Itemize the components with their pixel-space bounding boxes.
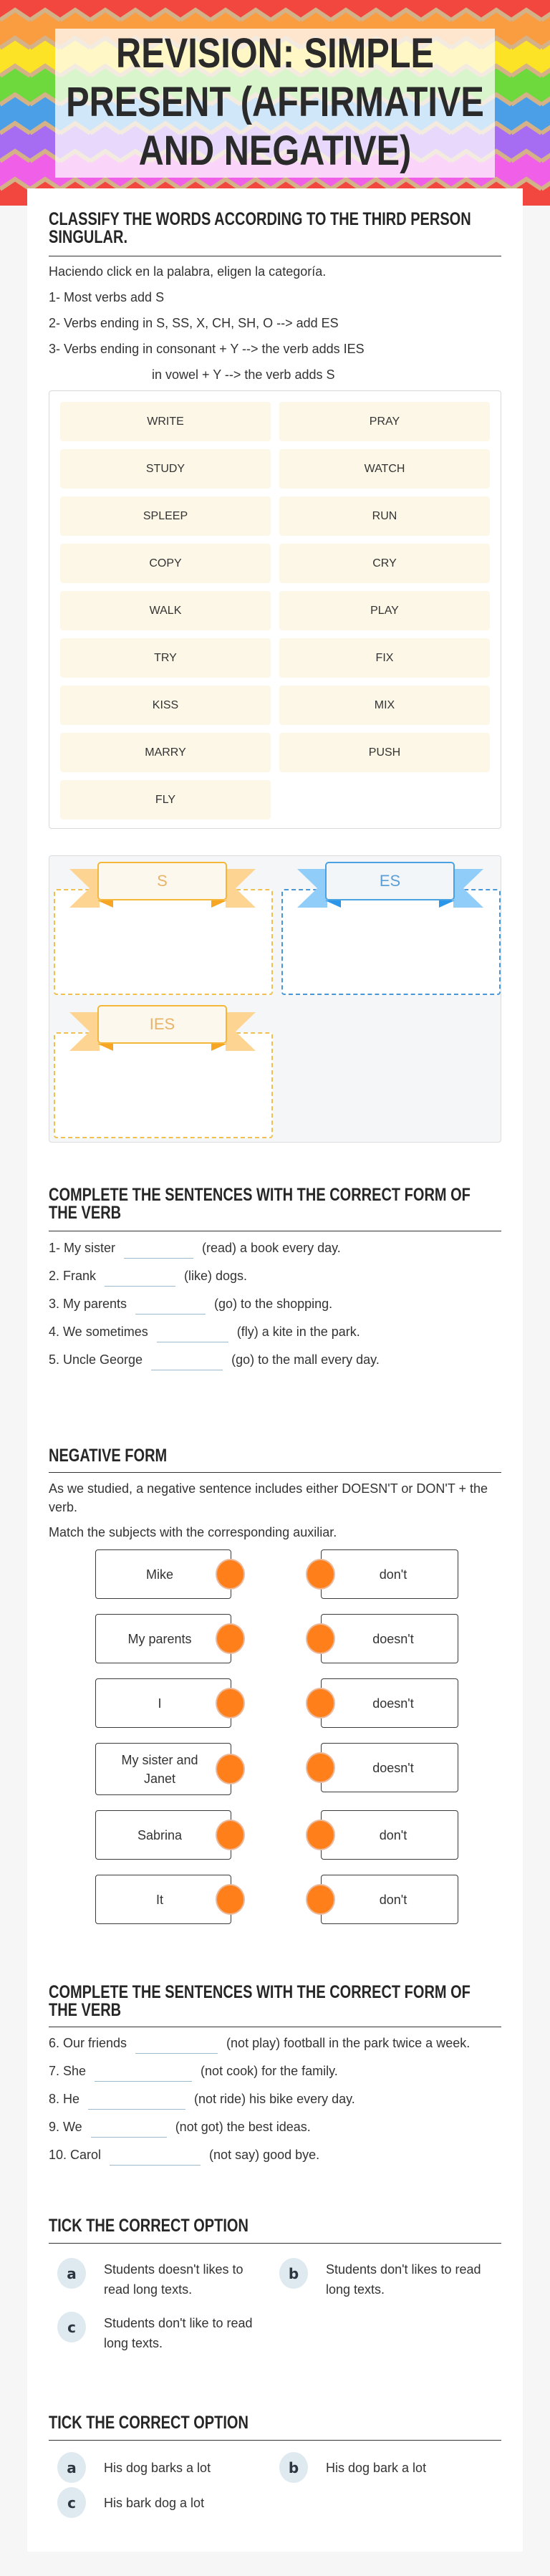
sentence-row	[49, 2113, 501, 2141]
sentence-row	[49, 2085, 501, 2113]
option-list	[49, 2258, 501, 2353]
option-text: Students doesn't likes to read long texts.	[104, 2262, 243, 2297]
sentence-prefix: 7. She	[49, 2064, 87, 2078]
sentence-prefix: 1- My sister	[49, 1241, 116, 1255]
category-area	[49, 855, 501, 1143]
sentence-row	[49, 1262, 501, 1290]
option-letter-badge: c	[57, 2487, 86, 2518]
match-auxiliary[interactable]	[321, 1678, 458, 1728]
answer-input[interactable]	[135, 1295, 206, 1315]
header-banner	[0, 0, 550, 206]
section-heading-complete-affirmative: COMPLETE THE SENTENCES WITH THE CORRECT FORM OF THE VERB	[49, 1185, 471, 1223]
connector-dot[interactable]	[216, 1688, 245, 1719]
section-heading-tick-2: TICK THE CORRECT OPTION	[49, 2413, 249, 2433]
option-text: His bark dog a lot	[104, 2496, 205, 2510]
sentence-row	[49, 2029, 501, 2057]
sentence-row	[49, 1318, 501, 1346]
option-list	[49, 2452, 501, 2518]
word-tile[interactable]: PLAY	[279, 591, 490, 630]
category-label: S	[157, 872, 168, 890]
subject-text: It	[155, 1892, 163, 1907]
option-text: Students don't like to read long texts.	[104, 2316, 253, 2350]
divider	[49, 2243, 501, 2244]
option-c[interactable]	[49, 2312, 271, 2353]
option-b[interactable]	[271, 2258, 501, 2299]
instruction-line: 1- Most verbs add S	[49, 290, 165, 304]
auxiliary-text: don't	[379, 1892, 407, 1907]
section-heading-complete-negative: COMPLETE THE SENTENCES WITH THE CORRECT FORM OF THE VERB	[49, 1982, 471, 2020]
word-tile[interactable]: WRITE	[60, 402, 271, 441]
matching-instruction: Match the subjects with the corresponding auxiliar.	[49, 1525, 337, 1539]
option-letter-badge: c	[57, 2312, 86, 2342]
category-bucket-ies[interactable]	[54, 1005, 273, 1141]
instruction-line: 2- Verbs ending in S, SS, X, CH, SH, O --> add ES	[49, 316, 339, 330]
option-text: Students don't likes to read long texts.	[326, 2262, 481, 2297]
sentence-suffix: (like) dogs.	[184, 1269, 248, 1283]
sentence-prefix: 4. We sometimes	[49, 1325, 148, 1339]
answer-input[interactable]	[95, 2062, 192, 2082]
answer-input[interactable]	[105, 1267, 175, 1287]
connector-dot[interactable]	[306, 1884, 335, 1915]
section-heading-tick-1: TICK THE CORRECT OPTION	[49, 2216, 249, 2236]
title-line: AND NEGATIVE)	[138, 128, 412, 174]
option-c[interactable]	[49, 2487, 271, 2518]
category-bucket-es[interactable]	[281, 862, 501, 998]
category-label: ES	[379, 872, 401, 890]
option-letter-badge: b	[279, 2258, 308, 2289]
match-row	[27, 1743, 523, 1795]
option-letter-badge: b	[279, 2452, 308, 2483]
match-row	[27, 1614, 523, 1666]
option-a[interactable]	[49, 2452, 271, 2483]
connector-dot[interactable]	[216, 1559, 245, 1590]
option-a[interactable]	[49, 2258, 271, 2299]
answer-input[interactable]	[88, 2090, 185, 2110]
section-heading-classify: CLASSIFY THE WORDS ACCORDING TO THE THIRD PERSON SINGULAR.	[49, 209, 471, 247]
option-letter-badge: a	[57, 2258, 86, 2289]
connector-dot[interactable]	[306, 1752, 335, 1783]
connector-dot[interactable]	[306, 1820, 335, 1850]
connector-dot[interactable]	[216, 1820, 245, 1850]
subject-text: I	[158, 1696, 162, 1711]
category-bucket-s[interactable]	[54, 862, 273, 998]
sentence-suffix: (not got) the best ideas.	[175, 2120, 311, 2134]
word-tile[interactable]: STUDY	[60, 449, 271, 489]
word-tile[interactable]: TRY	[60, 638, 271, 678]
word-tile[interactable]: SPLEEP	[60, 496, 271, 536]
category-label: IES	[149, 1015, 175, 1033]
subject-text: Mike	[145, 1567, 173, 1582]
auxiliary-text: don't	[379, 1567, 407, 1582]
answer-input[interactable]	[157, 1323, 228, 1342]
match-subject[interactable]	[95, 1810, 231, 1860]
sentence-suffix: (go) to the mall every day.	[231, 1352, 380, 1367]
sentence-prefix: 5. Uncle George	[49, 1352, 143, 1367]
instruction-line: 3- Verbs ending in consonant + Y --> the verb adds IES	[49, 342, 365, 356]
sentence-suffix: (not cook) for the family.	[201, 2064, 338, 2078]
match-subject[interactable]	[95, 1549, 231, 1599]
word-tile[interactable]: MIX	[279, 686, 490, 725]
auxiliary-text: doesn't	[372, 1631, 414, 1646]
match-subject[interactable]	[95, 1614, 231, 1663]
answer-input[interactable]	[110, 2146, 201, 2166]
sentence-prefix: 6. Our friends	[49, 2036, 127, 2050]
instructions	[49, 262, 501, 391]
sentence-list	[49, 1234, 501, 1374]
match-auxiliary[interactable]	[321, 1549, 458, 1599]
auxiliary-text: doesn't	[372, 1760, 414, 1775]
option-text: His dog bark a lot	[326, 2461, 427, 2475]
sentence-list	[49, 2029, 501, 2169]
option-letter-badge: a	[57, 2452, 86, 2483]
sentence-suffix: (not play) football in the park twice a week.	[226, 2036, 471, 2050]
word-tile[interactable]: MARRY	[60, 733, 271, 772]
sentence-suffix: (not ride) his bike every day.	[194, 2092, 355, 2106]
word-tile[interactable]: RUN	[279, 496, 490, 536]
instruction-line: Haciendo click en la palabra, eligen la categoría.	[49, 264, 327, 279]
answer-input[interactable]	[91, 2118, 167, 2138]
option-text: His dog barks a lot	[104, 2461, 211, 2475]
connector-dot[interactable]	[216, 1884, 245, 1915]
subject-text: My sister and Janet	[121, 1752, 198, 1786]
word-tile[interactable]: FLY	[60, 780, 271, 820]
word-tile[interactable]: COPY	[60, 544, 271, 583]
section-heading-negative: NEGATIVE FORM	[49, 1446, 168, 1466]
sentence-suffix: (fly) a kite in the park.	[236, 1325, 360, 1339]
match-auxiliary[interactable]	[321, 1875, 458, 1924]
match-subject[interactable]	[95, 1875, 231, 1924]
sentence-prefix: 9. We	[49, 2120, 82, 2134]
divider	[49, 2440, 501, 2441]
divider	[49, 1472, 501, 1473]
sentence-row	[49, 2141, 501, 2169]
word-tile[interactable]: WALK	[60, 591, 271, 630]
sentence-suffix: (not say) good bye.	[209, 2148, 320, 2162]
auxiliary-text: don't	[379, 1827, 407, 1842]
match-auxiliary[interactable]	[321, 1743, 458, 1792]
instruction-line: in vowel + Y --> the verb adds S	[152, 367, 335, 382]
connector-dot[interactable]	[216, 1623, 245, 1654]
answer-input[interactable]	[135, 2034, 218, 2054]
sentence-row	[49, 1234, 501, 1262]
sentence-prefix: 3. My parents	[49, 1297, 127, 1311]
word-bank	[49, 390, 501, 829]
sentence-row	[49, 1346, 501, 1374]
connector-dot[interactable]	[306, 1559, 335, 1590]
auxiliary-text: doesn't	[372, 1696, 414, 1711]
connector-dot[interactable]	[306, 1688, 335, 1719]
word-tile[interactable]: FIX	[279, 638, 490, 678]
match-subject[interactable]	[95, 1678, 231, 1728]
subject-text: Sabrina	[137, 1827, 183, 1842]
sentence-row	[49, 2057, 501, 2085]
connector-dot[interactable]	[306, 1623, 335, 1654]
sentence-suffix: (read) a book every day.	[202, 1241, 341, 1255]
word-tile[interactable]: KISS	[60, 686, 271, 725]
sentence-prefix: 8. He	[49, 2092, 80, 2106]
page-title	[60, 29, 490, 176]
word-tile[interactable]: WATCH	[279, 449, 490, 489]
sentence-prefix: 2. Frank	[49, 1269, 97, 1283]
match-row	[27, 1678, 523, 1731]
word-tile[interactable]: PUSH	[279, 733, 490, 772]
title-line: PRESENT (AFFIRMATIVE	[66, 79, 484, 125]
option-b[interactable]	[271, 2452, 501, 2483]
match-subject[interactable]	[95, 1743, 231, 1795]
title-line: REVISION: SIMPLE	[116, 30, 434, 77]
sentence-row	[49, 1290, 501, 1318]
match-auxiliary[interactable]	[321, 1810, 458, 1860]
word-tile[interactable]: CRY	[279, 544, 490, 583]
match-row	[27, 1549, 523, 1602]
subject-text: My parents	[127, 1631, 192, 1646]
negative-explanation: As we studied, a negative sentence includes either DOESN'T or DON'T + the verb.	[49, 1481, 488, 1514]
answer-input[interactable]	[151, 1351, 223, 1370]
match-row	[27, 1810, 523, 1863]
connector-dot[interactable]	[216, 1754, 245, 1784]
word-tile[interactable]: PRAY	[279, 402, 490, 441]
worksheet-card	[27, 188, 523, 2552]
title-box	[55, 29, 495, 178]
sentence-prefix: 10. Carol	[49, 2148, 102, 2162]
match-auxiliary[interactable]	[321, 1614, 458, 1663]
match-row	[27, 1875, 523, 1927]
answer-input[interactable]	[124, 1239, 193, 1259]
sentence-suffix: (go) to the shopping.	[214, 1297, 333, 1311]
